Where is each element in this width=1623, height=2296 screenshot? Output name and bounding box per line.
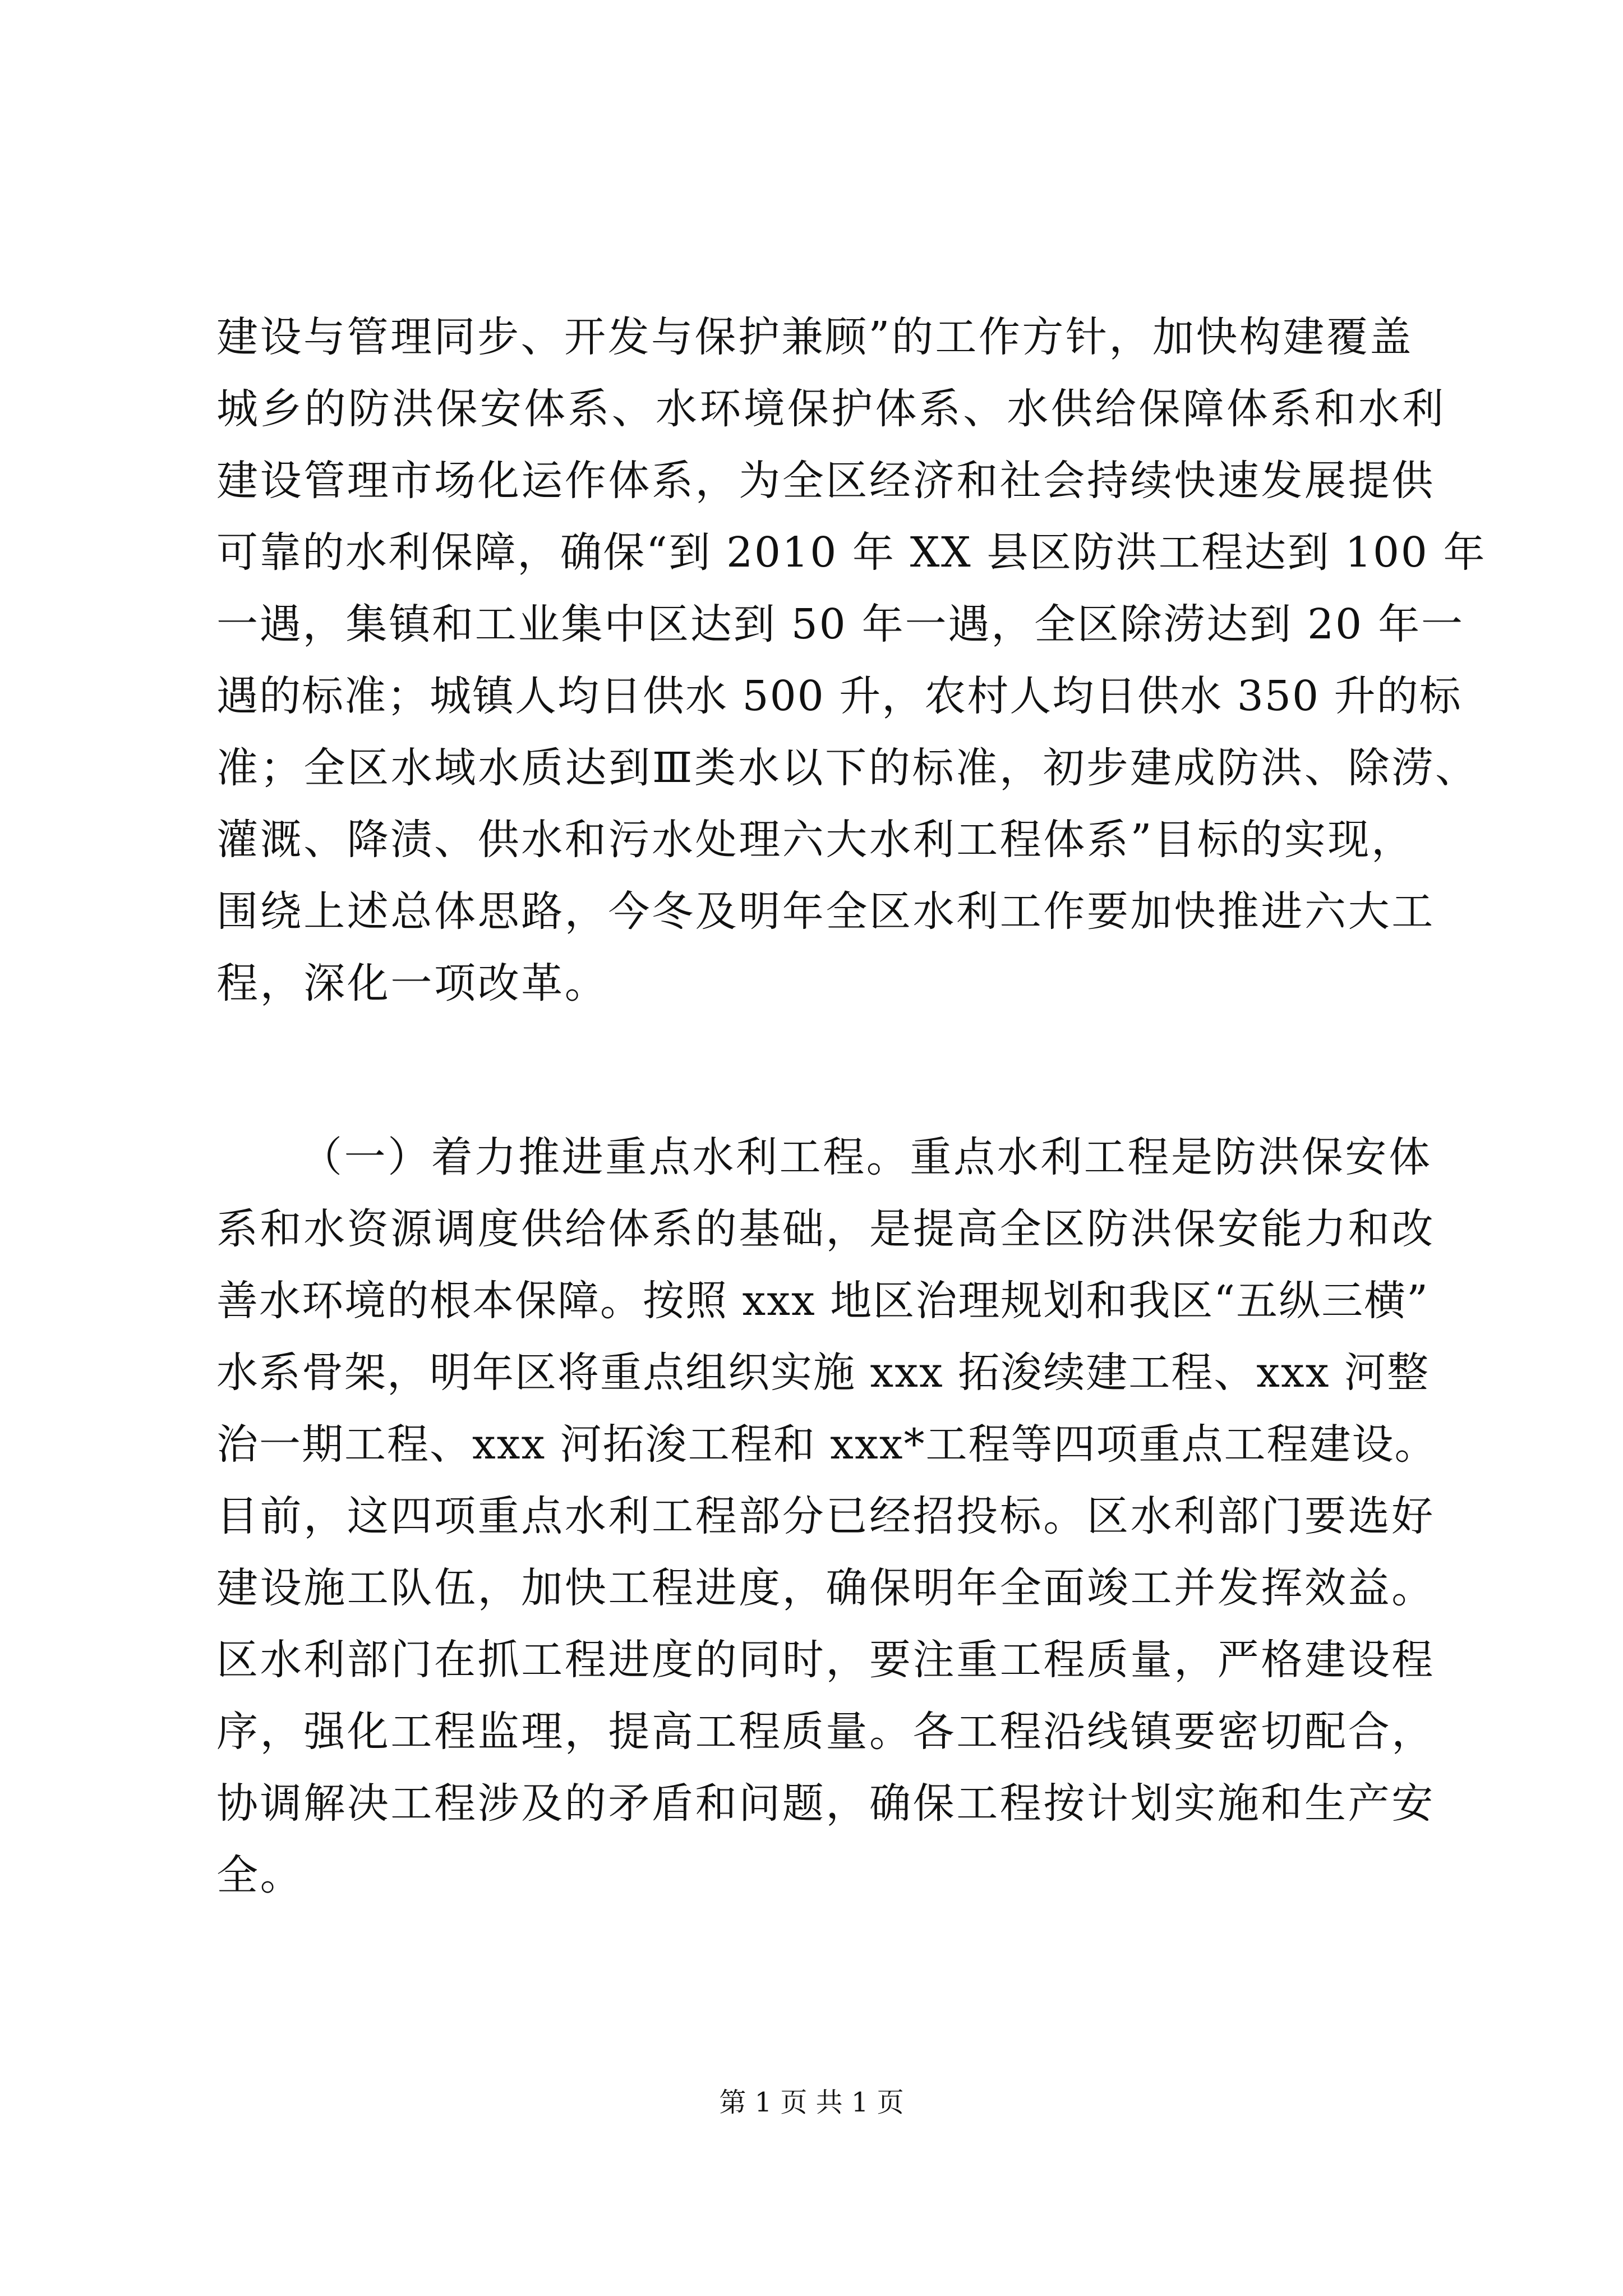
paragraph-line: 准；全区水域水质达到Ⅲ类水以下的标准，初步建成防洪、除涝、 (216, 744, 1479, 792)
page-footer: 第 1 页 共 1 页 (719, 2087, 904, 2118)
paragraph-line: 建设管理市场化运作体系，为全区经济和社会持续快速发展提供 (216, 457, 1435, 505)
paragraph-line: 城乡的防洪保安体系、水环境保护体系、水供给保障体系和水利 (216, 385, 1446, 433)
paragraph-line: （一）着力推进重点水利工程。重点水利工程是防洪保安体 (301, 1133, 1432, 1181)
paragraph-line: 一遇，集镇和工业集中区达到 50 年一遇，全区除涝达到 20 年一 (216, 600, 1464, 648)
paragraph-line: 治一期工程、xxx 河拓浚工程和 xxx*工程等四项重点工程建设。 (216, 1420, 1437, 1469)
paragraph-line: 善水环境的根本保障。按照 xxx 地区治理规划和我区“五纵三横” (216, 1277, 1429, 1325)
paragraph-line: 区水利部门在抓工程进度的同时，要注重工程质量，严格建设程 (216, 1636, 1435, 1684)
paragraph-line: 目前，这四项重点水利工程部分已经招投标。区水利部门要选好 (216, 1492, 1435, 1540)
paragraph-line: 灌溉、降渍、供水和污水处理六大水利工程体系”目标的实现， (216, 816, 1415, 864)
paragraph-1 (216, 301, 1487, 1019)
paragraph-line: 水系骨架，明年区将重点组织实施 xxx 拓浚续建工程、xxx 河整 (216, 1349, 1430, 1397)
paragraph-line: 建设施工队伍，加快工程进度，确保明年全面竣工并发挥效益。 (216, 1564, 1435, 1612)
paragraph-line: 建设与管理同步、开发与保护兼顾”的工作方针，加快构建覆盖 (216, 313, 1413, 361)
paragraph-line: 协调解决工程涉及的矛盾和问题，确保工程按计划实施和生产安 (216, 1779, 1435, 1828)
paragraph-2 (216, 1121, 1460, 1911)
paragraph-line: 可靠的水利保障，确保“到 2010 年 XX 县区防洪工程达到 100 年 (216, 528, 1487, 577)
paragraph-line: 系和水资源调度供给体系的基础，是提高全区防洪保安能力和改 (216, 1205, 1435, 1253)
paragraph-line: 围绕上述总体思路，今冬及明年全区水利工作要加快推进六大工 (216, 887, 1435, 936)
paragraph-line: 程，深化一项改革。 (216, 959, 608, 1007)
paragraph-line: 序，强化工程监理，提高工程质量。各工程沿线镇要密切配合， (216, 1708, 1435, 1756)
paragraph-line: 遇的标准；城镇人均日供水 500 升，农村人均日供水 350 升的标 (216, 672, 1462, 720)
paragraph-line: 全。 (216, 1851, 304, 1899)
